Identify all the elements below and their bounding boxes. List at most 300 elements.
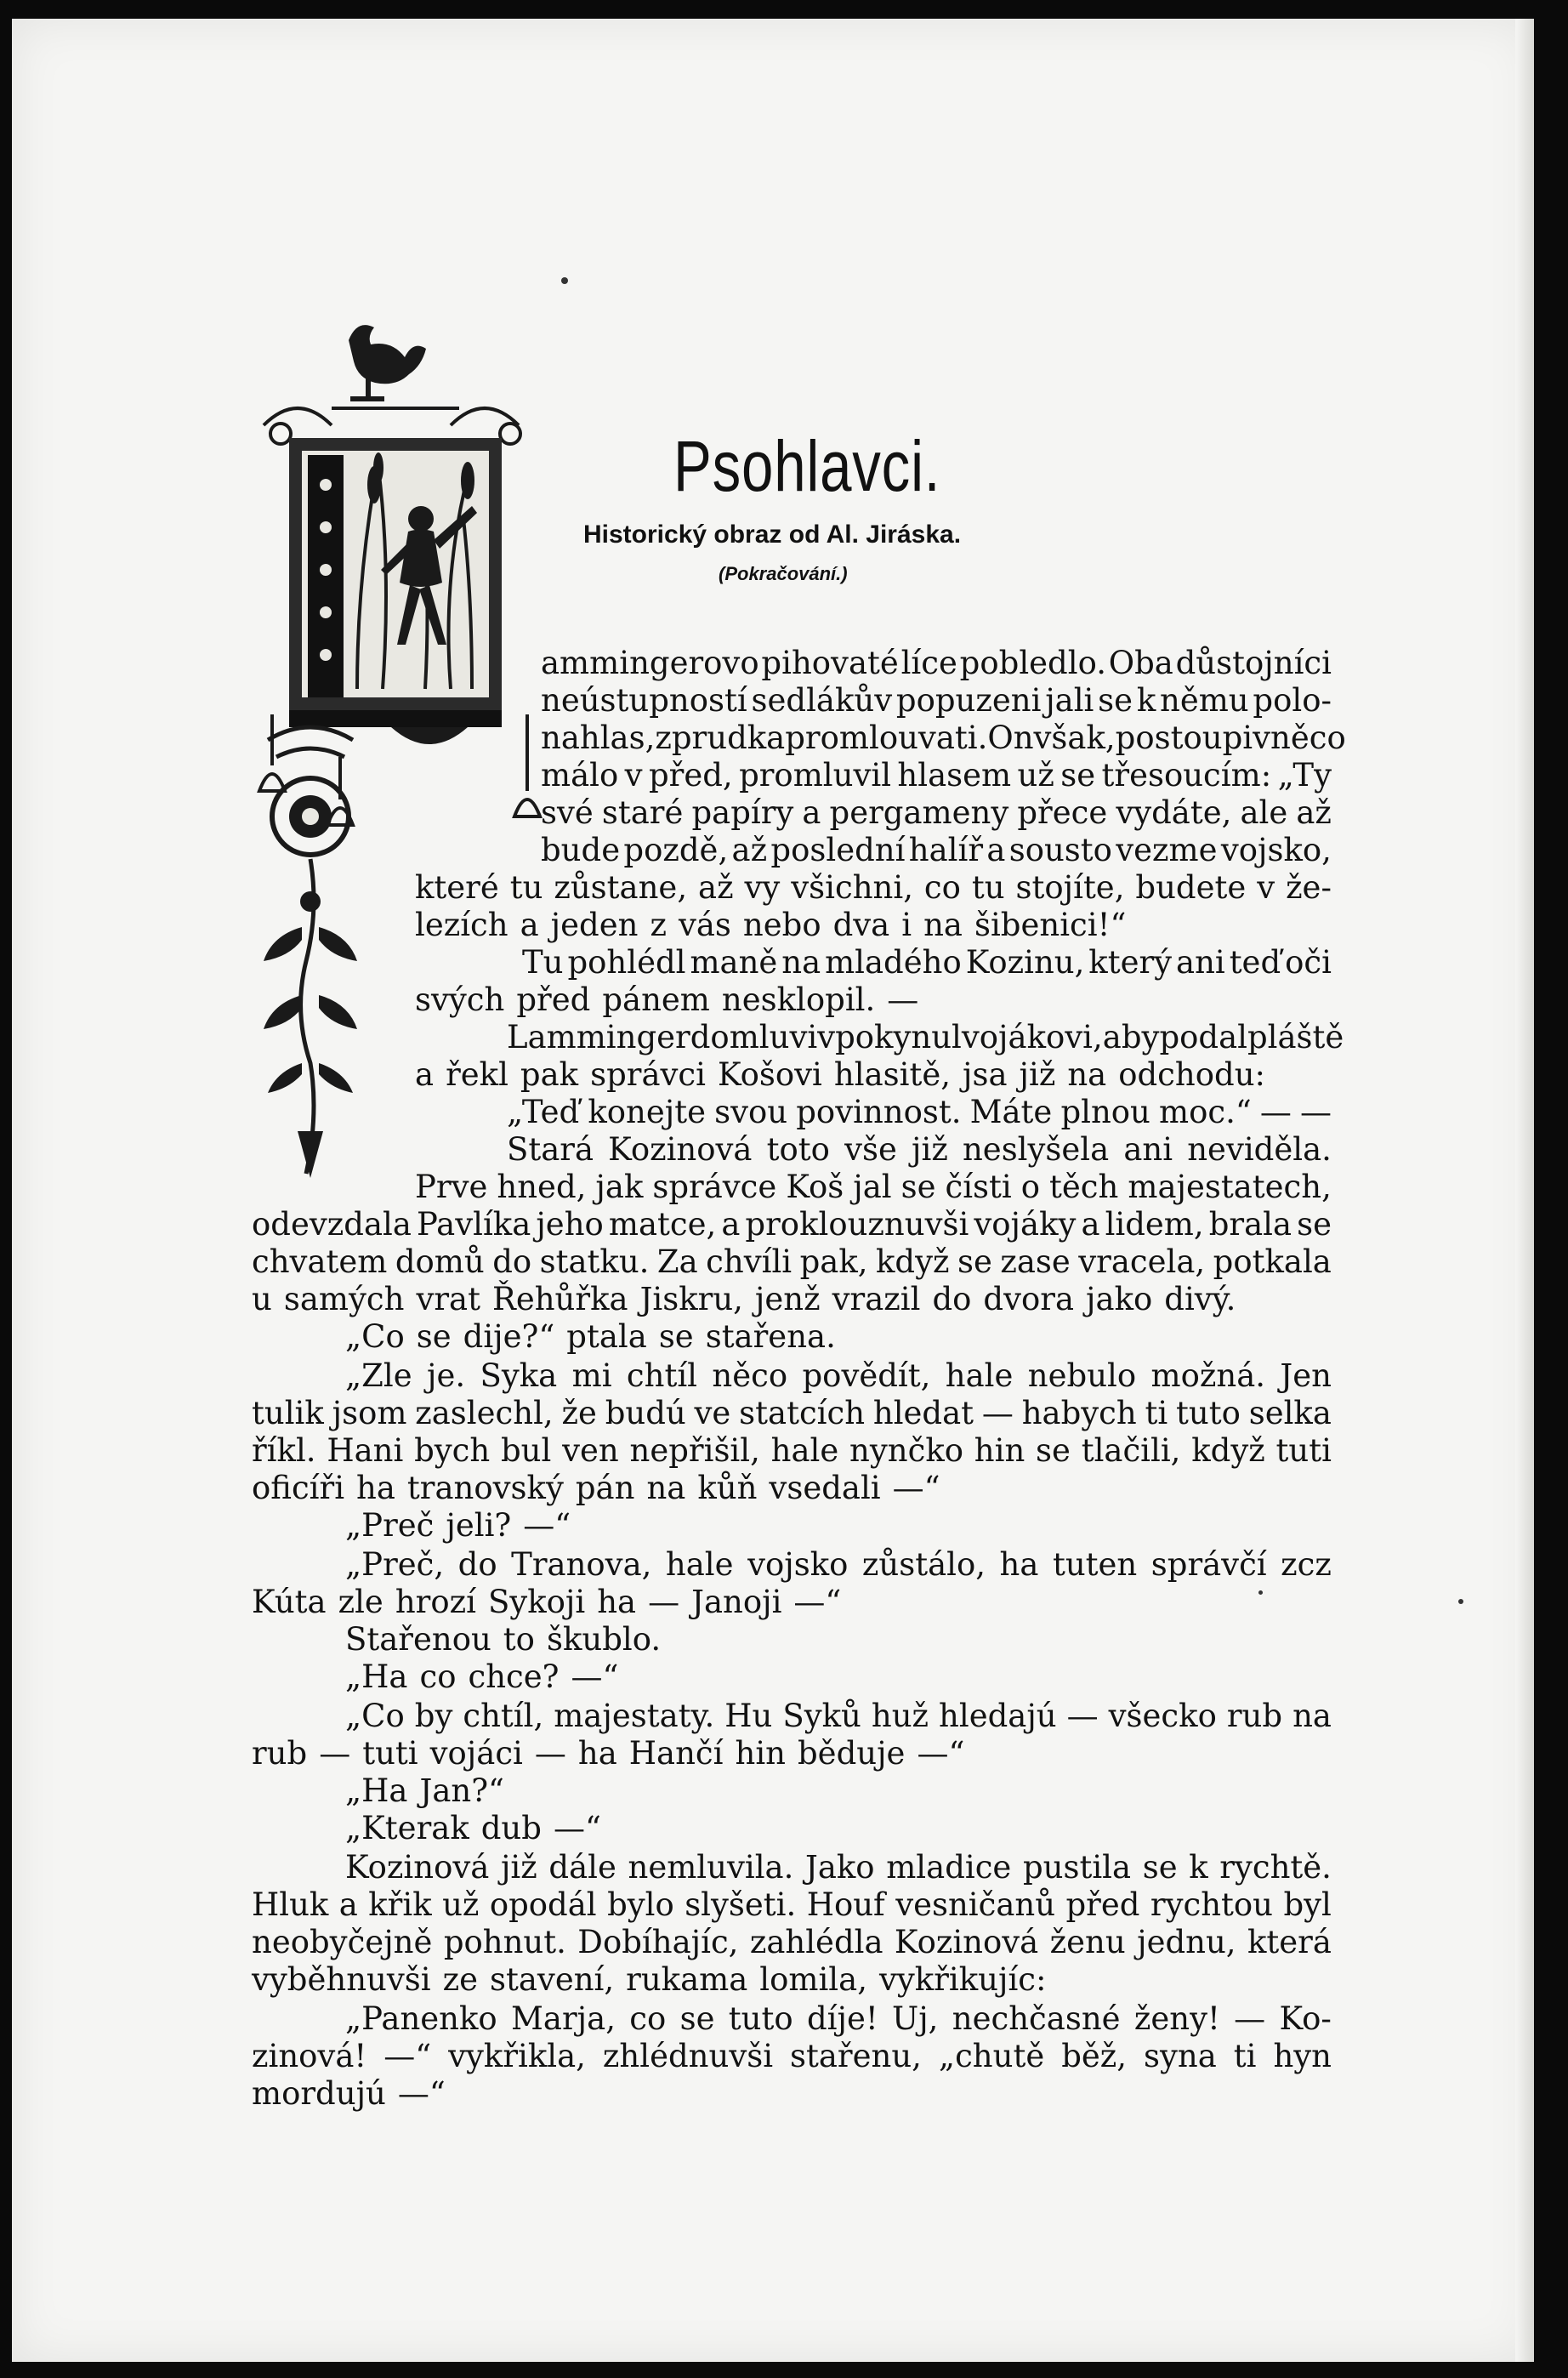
text-word: poslední	[770, 832, 906, 868]
text-word: tuto	[1176, 1395, 1241, 1431]
text-word: „chutě	[938, 2038, 1045, 2074]
text-word: selka	[1248, 1395, 1332, 1431]
text-line	[345, 1318, 836, 1356]
text-word: se	[1060, 757, 1096, 794]
text-word: ti	[1233, 2038, 1257, 2074]
text-word: statku.	[539, 1243, 650, 1280]
text-line	[252, 1206, 1332, 1243]
text-word: popuzeni	[895, 682, 1042, 719]
text-word: do	[492, 1243, 532, 1280]
text-word: ani	[1176, 944, 1225, 981]
text-word: rychtě.	[1219, 1849, 1332, 1886]
text-word: málo	[541, 757, 619, 794]
text-word: v	[624, 757, 643, 794]
text-word: zcz	[1281, 1546, 1332, 1583]
text-word: maně	[690, 944, 778, 981]
text-word: jednu,	[1137, 1924, 1236, 1960]
text-word: jeli?	[446, 1507, 512, 1544]
text-word: —	[534, 1735, 566, 1772]
text-word: —“	[793, 1584, 842, 1620]
text-line	[415, 869, 1332, 907]
text-word: díje!	[806, 2000, 878, 2037]
text-word: vesničanů	[895, 1886, 1056, 1923]
text-word: stařenu,	[790, 2038, 922, 2074]
text-word: správce	[652, 1169, 777, 1205]
text-word: odevzdala	[252, 1206, 412, 1243]
text-word: opodál	[489, 1886, 597, 1923]
text-line	[507, 1131, 1332, 1169]
text-word: chvatem	[252, 1243, 388, 1280]
text-word: se	[658, 1318, 694, 1355]
text-line	[415, 1056, 1275, 1094]
text-word: „Preč	[345, 1507, 435, 1544]
text-word: „Kterak	[345, 1810, 469, 1846]
text-word: zinová!	[252, 2038, 367, 2074]
text-word: rub	[252, 1735, 308, 1772]
text-word: tlačili,	[1081, 1432, 1181, 1469]
text-word: už	[442, 1886, 480, 1923]
text-word: vrat	[416, 1281, 480, 1317]
text-word: —“	[892, 1470, 940, 1506]
text-word: neslyšela	[962, 1131, 1110, 1168]
text-word: sedlákův	[751, 682, 893, 719]
text-word: však,	[1033, 720, 1116, 756]
text-word: šibenici!“	[974, 907, 1127, 943]
text-word: až	[731, 832, 768, 868]
text-word: „Teď	[507, 1094, 580, 1130]
text-word: Jiskru,	[639, 1281, 743, 1317]
text-word: nemluvila.	[628, 1849, 794, 1886]
text-word: a	[520, 907, 539, 943]
text-line	[252, 1961, 1047, 1999]
text-word: běž,	[1061, 2038, 1128, 2074]
text-line	[345, 1698, 1332, 1735]
text-word: na	[1292, 1698, 1332, 1734]
text-word: běduje	[797, 1735, 906, 1772]
text-word: huž	[871, 1698, 929, 1734]
text-word: rukama	[626, 1961, 748, 1998]
text-word: lidem,	[1105, 1206, 1204, 1243]
text-word: tu	[971, 869, 1005, 906]
text-word: něco	[712, 1357, 788, 1394]
text-word: domů	[395, 1243, 485, 1280]
text-word: Stará	[507, 1131, 594, 1168]
text-line	[522, 944, 1332, 981]
text-word: —“	[553, 1810, 601, 1846]
text-word: dále	[548, 1849, 616, 1886]
text-word: —“	[917, 1735, 965, 1772]
text-word: Jen	[1280, 1357, 1332, 1394]
text-word: —“	[397, 2075, 446, 2112]
text-word: neobyčejně	[252, 1924, 433, 1960]
text-word: na	[923, 907, 963, 943]
text-word: nepřišil,	[629, 1432, 760, 1469]
text-word: jal	[853, 1169, 892, 1205]
text-word: On	[987, 720, 1034, 756]
text-word: —	[1259, 1094, 1292, 1130]
text-word: ptala	[566, 1318, 647, 1355]
text-word: moc.“	[1159, 1094, 1252, 1130]
text-word: syna	[1144, 2038, 1217, 2074]
text-word: lezích	[415, 907, 508, 943]
text-word: Pavlíka	[416, 1206, 531, 1243]
text-word: Hančí	[628, 1735, 724, 1772]
text-word: hlasem	[897, 757, 1012, 794]
text-word: Houf	[806, 1886, 885, 1923]
text-word: vydáte,	[1116, 794, 1232, 831]
text-word: tu	[509, 869, 543, 906]
text-word: těch	[1049, 1169, 1119, 1205]
text-word: Řehůřka	[491, 1281, 628, 1317]
text-word: „Zle	[345, 1357, 412, 1394]
text-word: pohlédl	[567, 944, 686, 981]
text-word: všichni,	[791, 869, 913, 906]
text-line	[252, 1395, 1332, 1432]
text-word: Košovi	[717, 1056, 822, 1093]
text-word: slyšeti.	[685, 1886, 797, 1923]
text-word: „Co	[345, 1698, 405, 1734]
text-word: odchodu:	[1118, 1056, 1265, 1093]
text-line	[541, 720, 1346, 757]
text-word: se	[1142, 1849, 1178, 1886]
text-line	[252, 1584, 850, 1621]
text-word: hyn	[1273, 2038, 1332, 2074]
text-word: pergameny	[829, 794, 1009, 831]
text-word: co	[629, 2000, 667, 2037]
text-line	[541, 682, 1332, 720]
text-word: do	[932, 1281, 972, 1317]
text-word: chce?	[468, 1658, 560, 1695]
text-word: ale	[1240, 794, 1288, 831]
text-word: ha	[597, 1584, 637, 1620]
text-word: hledajú	[939, 1698, 1057, 1734]
text-word: stavení,	[490, 1961, 615, 1998]
text-line	[345, 1507, 595, 1545]
text-word: o	[1020, 1169, 1041, 1205]
text-word: bude	[541, 832, 621, 868]
text-word: se	[900, 1169, 936, 1205]
text-word: vojáky	[974, 1206, 1077, 1243]
ornamental-initial-l-illustration	[255, 315, 544, 1182]
text-word: v	[1257, 869, 1275, 906]
text-word: ha	[999, 1546, 1039, 1583]
text-word: Hu	[724, 1698, 773, 1734]
text-word: Janoji	[691, 1584, 782, 1620]
text-word: na	[1067, 1056, 1107, 1093]
text-word: Ko-	[1279, 2000, 1332, 2037]
text-word: povědít,	[802, 1357, 931, 1394]
text-word: Kozinu,	[965, 944, 1085, 981]
text-word: co	[923, 869, 961, 906]
text-word: křik	[368, 1886, 432, 1923]
text-word: konejte	[588, 1094, 707, 1130]
text-word: oficíři	[252, 1470, 345, 1506]
text-word: k	[1189, 1849, 1208, 1886]
text-word: promluvil	[739, 757, 892, 794]
text-word: rychtou	[1150, 1886, 1274, 1923]
text-word: hned,	[497, 1169, 587, 1205]
text-word: pán	[575, 1470, 635, 1506]
text-word: jsom	[332, 1395, 407, 1431]
text-word: pozdě,	[623, 832, 729, 868]
text-word: dije?“	[463, 1318, 555, 1355]
text-word: —	[319, 1735, 351, 1772]
text-word: —	[1066, 1698, 1099, 1734]
text-word: halíř	[908, 832, 984, 868]
text-line	[541, 645, 1332, 682]
text-word: —“	[523, 1507, 571, 1544]
text-word: tuti	[1275, 1432, 1332, 1469]
text-word: vojákovi,	[961, 1019, 1103, 1055]
scan-speck	[1258, 1590, 1263, 1595]
text-word: správčí	[1150, 1546, 1267, 1583]
text-word: němu	[1160, 682, 1249, 719]
text-word: hledat	[872, 1395, 974, 1431]
text-word: chtíl	[626, 1357, 697, 1394]
text-line	[252, 1735, 986, 1772]
text-word: ženy!	[1133, 2000, 1220, 2037]
text-word: již	[912, 1131, 948, 1168]
text-word: pak,	[799, 1243, 868, 1280]
text-line	[252, 1432, 1332, 1470]
text-word: budete	[1135, 869, 1247, 906]
text-word: dub	[480, 1810, 542, 1846]
text-word: kůň	[697, 1470, 758, 1506]
text-word: neústupností	[541, 682, 747, 719]
text-word: před	[516, 981, 591, 1018]
text-line	[345, 1849, 1332, 1886]
text-word: zhlédnuvši	[602, 2038, 774, 2074]
text-line	[507, 1094, 1332, 1131]
text-word: mladého	[825, 944, 962, 981]
text-word: tuto	[728, 2000, 793, 2037]
text-word: jako	[1086, 1281, 1153, 1317]
text-word: u	[252, 1281, 272, 1317]
text-word: nechčasné	[952, 2000, 1121, 2037]
text-word: ammingerovo	[541, 645, 759, 681]
text-word: Jan?“	[419, 1772, 504, 1809]
text-word: nahlas,	[541, 720, 656, 756]
text-word: vás	[678, 907, 731, 943]
text-word: teď	[1229, 944, 1281, 981]
text-word: líce	[900, 645, 957, 681]
text-word: tuten	[1052, 1546, 1138, 1583]
text-word: statcích	[739, 1395, 866, 1431]
text-word: zůstálo,	[861, 1546, 986, 1583]
text-word: neviděla.	[1187, 1131, 1332, 1168]
text-word: —“	[383, 2038, 432, 2074]
text-word: již	[1019, 1056, 1056, 1093]
text-word: že-	[1286, 869, 1332, 906]
text-word: Lamminger	[507, 1019, 690, 1055]
text-word: ženu	[1049, 1924, 1126, 1960]
text-word: a	[338, 1886, 358, 1923]
text-word: čísti	[945, 1169, 1012, 1205]
text-word: třesoucím:	[1101, 757, 1272, 794]
text-word: zprudka	[655, 720, 786, 756]
text-word: „Ha	[345, 1658, 408, 1695]
text-word: matce,	[608, 1206, 717, 1243]
text-word: ti	[1145, 1395, 1168, 1431]
text-word: majestaty.	[554, 1698, 715, 1734]
text-word: pustila	[1022, 1849, 1132, 1886]
text-word: Syků	[782, 1698, 861, 1734]
text-word: a	[1081, 1206, 1100, 1243]
text-word: Kozinová	[345, 1849, 490, 1886]
text-line	[345, 1621, 680, 1658]
text-word: vsedali	[769, 1470, 881, 1506]
text-word: jeden	[550, 907, 639, 943]
text-word: vrazil	[832, 1281, 921, 1317]
text-word: z	[650, 907, 667, 943]
text-line	[541, 794, 1332, 832]
text-word: ha	[356, 1470, 395, 1506]
text-word: —	[981, 1395, 1014, 1431]
text-word: mi	[571, 1357, 612, 1394]
text-word: říkl.	[252, 1432, 316, 1469]
text-word: zle	[338, 1584, 383, 1620]
text-word: promlouvati.	[785, 720, 988, 756]
text-word: Stařenou	[345, 1621, 491, 1658]
text-word: vy	[744, 869, 781, 906]
text-word: pokynul	[835, 1019, 962, 1055]
text-word: ve	[694, 1395, 731, 1431]
text-word: pohnut.	[443, 1924, 566, 1960]
text-line	[415, 1169, 1332, 1206]
text-word: a	[721, 1206, 741, 1243]
text-line	[252, 1243, 1332, 1281]
text-word: zahlédla	[749, 1924, 883, 1960]
text-line	[507, 1019, 1344, 1056]
text-word: oči	[1285, 944, 1332, 981]
text-word: se	[1036, 1432, 1071, 1469]
text-word: možná.	[1150, 1357, 1266, 1394]
text-word: samých	[283, 1281, 405, 1317]
article-subtitle: Historický obraz od Al. Jiráska.	[583, 521, 962, 549]
text-word: majestatech,	[1128, 1169, 1332, 1205]
text-word: se	[1098, 682, 1133, 719]
text-word: zůstane,	[554, 869, 688, 906]
text-word: se	[1297, 1206, 1332, 1243]
text-word: povinnost.	[796, 1094, 962, 1130]
text-line	[252, 1470, 942, 1507]
text-word: se	[957, 1243, 992, 1280]
text-word: jeho	[536, 1206, 604, 1243]
text-word: Syka	[480, 1357, 558, 1394]
text-word: ha	[577, 1735, 617, 1772]
text-word: hlasitě,	[833, 1056, 951, 1093]
text-word: pánem	[602, 981, 710, 1018]
text-word: do	[457, 1546, 497, 1583]
text-word: jsa	[962, 1056, 1008, 1093]
text-word: vojsko,	[1220, 832, 1332, 868]
text-word: důstojníci	[1175, 645, 1332, 681]
text-word: —	[887, 981, 919, 1018]
text-word: „Preč,	[345, 1546, 445, 1583]
text-word: mordujú	[252, 2075, 386, 2112]
text-word: proklouznuvši	[745, 1206, 969, 1243]
text-word: už	[1017, 757, 1054, 794]
text-word: co	[419, 1658, 457, 1695]
text-word: —	[648, 1584, 680, 1620]
text-word: již	[500, 1849, 537, 1886]
text-word: papíry	[691, 794, 794, 831]
text-word: —	[1234, 2000, 1266, 2037]
text-word: hin	[735, 1735, 786, 1772]
text-word: zaslechl,	[415, 1395, 554, 1431]
text-word: Hani	[327, 1432, 404, 1469]
text-word: staré	[601, 794, 684, 831]
text-word: „Ha	[345, 1772, 408, 1809]
text-word: dva	[832, 907, 890, 943]
text-word: až	[1296, 794, 1332, 831]
text-word: chvíli	[706, 1243, 793, 1280]
text-word: se	[416, 1318, 452, 1355]
text-word: bych	[414, 1432, 491, 1469]
text-word: je.	[426, 1357, 466, 1394]
text-line	[252, 1924, 1332, 1961]
text-line	[252, 2038, 1332, 2075]
text-word: ze	[442, 1961, 478, 1998]
text-line	[345, 1772, 578, 1810]
text-word: hin	[974, 1432, 1025, 1469]
text-word: nynčko	[849, 1432, 964, 1469]
text-line	[345, 2000, 1332, 2038]
article-title: Psohlavci.	[673, 426, 941, 506]
text-word: —“	[571, 1658, 619, 1695]
text-word: vše	[844, 1131, 897, 1168]
text-word: a	[802, 794, 821, 831]
text-word: podal	[1159, 1019, 1247, 1055]
text-word: své	[541, 794, 594, 831]
text-word: Za	[656, 1243, 698, 1280]
text-line	[345, 1658, 646, 1696]
text-word: brala	[1208, 1206, 1292, 1243]
text-word: jenž	[754, 1281, 821, 1317]
text-word: Hluk	[252, 1886, 329, 1923]
text-word: ani	[1123, 1131, 1173, 1168]
text-word: které	[415, 869, 499, 906]
text-word: hrozí	[395, 1584, 476, 1620]
text-word: Marja,	[511, 2000, 616, 2037]
text-word: polo-	[1253, 682, 1332, 719]
text-word: Jako	[805, 1849, 875, 1886]
text-word: vykřikla,	[448, 2038, 586, 2074]
text-word: nebulo	[1027, 1357, 1137, 1394]
text-word: řekl	[446, 1056, 508, 1093]
text-word: bylo	[607, 1886, 674, 1923]
text-word: která	[1247, 1924, 1332, 1960]
page-spine-shadow	[1515, 19, 1534, 2362]
text-line	[415, 907, 1127, 944]
text-word: pihovaté	[761, 645, 899, 681]
text-word: vezme	[1116, 832, 1218, 868]
text-word: jali	[1045, 682, 1094, 719]
text-word: aby	[1102, 1019, 1160, 1055]
text-word: potkala	[1213, 1243, 1332, 1280]
text-line	[252, 2075, 446, 2113]
text-word: vojsko	[747, 1546, 849, 1583]
text-word: Dobíhajíc,	[577, 1924, 739, 1960]
text-word: když	[1191, 1432, 1265, 1469]
text-line	[345, 1810, 612, 1847]
text-word: lomila,	[759, 1961, 867, 1998]
text-word: Kozinová	[894, 1924, 1039, 1960]
text-word: domluviv	[690, 1019, 836, 1055]
text-word: plnou	[1060, 1094, 1150, 1130]
text-word: na	[646, 1470, 686, 1506]
text-word: k	[1136, 682, 1156, 719]
